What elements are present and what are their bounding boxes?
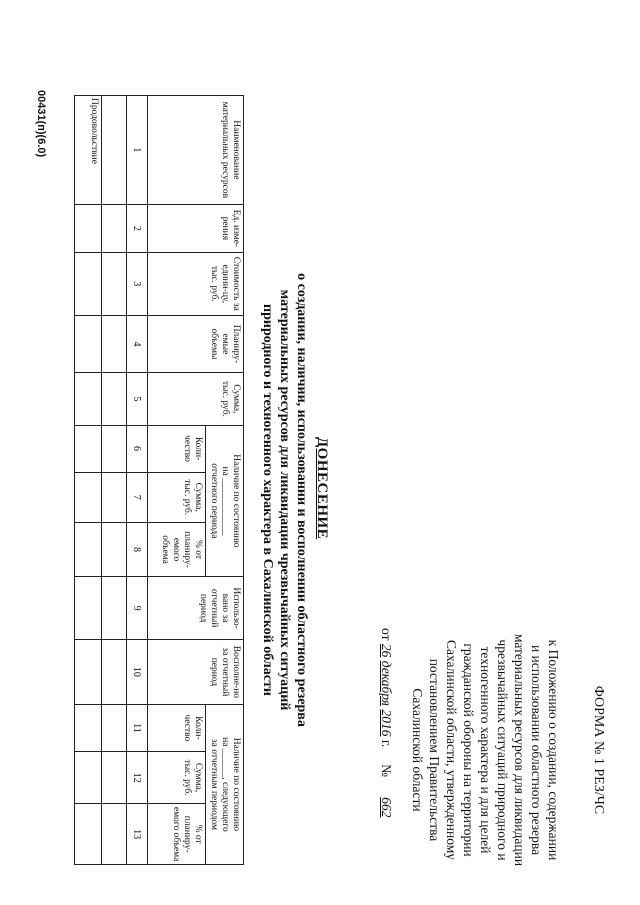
subtitle-line: материальных ресурсов для ликвидации чрезвычайных ситуаций bbox=[277, 289, 292, 711]
date-prefix: от bbox=[379, 628, 394, 641]
availability-start-line: на ____________ bbox=[220, 466, 230, 536]
row-label bbox=[102, 96, 127, 205]
table-cell bbox=[75, 751, 102, 803]
table-cell bbox=[75, 315, 102, 373]
table-cell bbox=[75, 577, 102, 640]
table-row bbox=[102, 96, 127, 865]
header-sum: Сумма, тыс. руб. bbox=[148, 373, 244, 425]
approval-line: и использовании областного резерва bbox=[529, 644, 544, 856]
header-sum-start: Сумма, тыс. руб. bbox=[148, 472, 206, 522]
availability-start-line: отчетного периода bbox=[209, 463, 219, 539]
approval-line: постановлением Правительства bbox=[427, 658, 442, 842]
table-cell bbox=[102, 472, 127, 522]
approval-line: Сахалинской области, утвержденному bbox=[444, 639, 459, 861]
availability-next-line: Наличие по состоянию bbox=[231, 737, 241, 832]
table-cell bbox=[75, 639, 102, 704]
column-number: 7 bbox=[127, 472, 148, 522]
header-restored: Восполне-но за отчетный период bbox=[148, 639, 244, 704]
header-cost: Стоимость за едини-цу, тыс. руб. bbox=[148, 252, 244, 315]
table-cell bbox=[75, 252, 102, 315]
header-used: Использо-вано за отчетный период bbox=[148, 577, 244, 640]
form-title: ФОРМА № 1 РЕЗ/ЧС bbox=[591, 685, 606, 815]
barcode-label: 00431(п)(6.0) bbox=[35, 90, 47, 158]
header-availability-start bbox=[206, 425, 244, 577]
approval-line: Сахалинской области bbox=[410, 688, 425, 812]
table-cell bbox=[75, 804, 102, 865]
approval-line: техногенного характера и для целей bbox=[478, 646, 493, 854]
table-cell bbox=[75, 425, 102, 472]
table-cell bbox=[102, 639, 127, 704]
decree-number: 662 bbox=[379, 797, 394, 818]
availability-start-line: Наличие по состоянию bbox=[231, 454, 241, 548]
header-name: Наименование материальных ресурсов bbox=[148, 96, 244, 205]
header-row-top bbox=[206, 96, 244, 865]
subtitle-line: природного и техногенного характера в Сахалинской области bbox=[260, 304, 275, 696]
header-pct-next: % от планиру-емого объема bbox=[148, 804, 206, 865]
table-cell bbox=[102, 804, 127, 865]
column-number: 13 bbox=[127, 804, 148, 865]
column-number: 2 bbox=[127, 204, 148, 252]
number-sign: № bbox=[379, 764, 394, 777]
table-cell bbox=[102, 204, 127, 252]
header-qty-start: Коли-чество bbox=[148, 425, 206, 472]
column-number: 9 bbox=[127, 577, 148, 640]
header-unit: Ед. изме-рения bbox=[148, 204, 244, 252]
table-cell bbox=[102, 577, 127, 640]
table-cell bbox=[75, 204, 102, 252]
approval-block bbox=[409, 605, 562, 895]
column-number: 3 bbox=[127, 252, 148, 315]
date-year: 2016 bbox=[379, 709, 394, 737]
column-number: 4 bbox=[127, 315, 148, 373]
column-number-row bbox=[127, 96, 148, 865]
table-cell bbox=[75, 472, 102, 522]
document-subtitle bbox=[259, 200, 310, 800]
table-cell bbox=[102, 751, 127, 803]
table-cell bbox=[75, 373, 102, 425]
date-year-suffix: г. bbox=[379, 739, 394, 748]
report-table-wrapper bbox=[74, 95, 244, 865]
availability-next-line: на ______, следующего bbox=[220, 737, 230, 832]
header-planned: Планиру-емые объемы bbox=[148, 315, 244, 373]
column-number: 8 bbox=[127, 522, 148, 576]
table-cell bbox=[102, 704, 127, 751]
availability-next-line: за отчетным периодом bbox=[209, 738, 219, 830]
table-cell bbox=[75, 704, 102, 751]
table-cell bbox=[102, 315, 127, 373]
header-availability-next bbox=[206, 704, 244, 864]
column-number: 11 bbox=[127, 704, 148, 751]
subtitle-line: о создании, наличии, использовании и восполнении областного резерва bbox=[294, 273, 309, 727]
table-cell bbox=[75, 522, 102, 576]
table-cell bbox=[102, 252, 127, 315]
column-number: 12 bbox=[127, 751, 148, 803]
document-title: ДОНЕСЕНИЕ bbox=[314, 436, 330, 540]
table-cell bbox=[102, 373, 127, 425]
approval-line: к Положению о создании, содержании bbox=[546, 639, 561, 861]
date-month: декабря bbox=[379, 660, 394, 707]
header-pct-start: % от планиру-емого объема bbox=[148, 522, 206, 576]
date-day: 26 bbox=[379, 643, 394, 658]
report-table bbox=[74, 95, 244, 865]
row-label: Продовольствие bbox=[75, 96, 102, 205]
approval-line: чрезвычайных ситуаций природного и bbox=[495, 639, 510, 861]
column-number: 6 bbox=[127, 425, 148, 472]
approval-date-line bbox=[378, 628, 394, 888]
column-number: 10 bbox=[127, 639, 148, 704]
table-row bbox=[75, 96, 102, 865]
approval-line: гражданской обороны на территории bbox=[461, 643, 476, 857]
column-number: 5 bbox=[127, 373, 148, 425]
header-qty-next: Коли-чество bbox=[148, 704, 206, 751]
table-cell bbox=[102, 522, 127, 576]
table-cell bbox=[102, 425, 127, 472]
approval-line: материальных ресурсов для ликвидации bbox=[512, 633, 527, 867]
column-number: 1 bbox=[127, 96, 148, 205]
header-sum-next: Сумма, тыс. руб. bbox=[148, 751, 206, 803]
